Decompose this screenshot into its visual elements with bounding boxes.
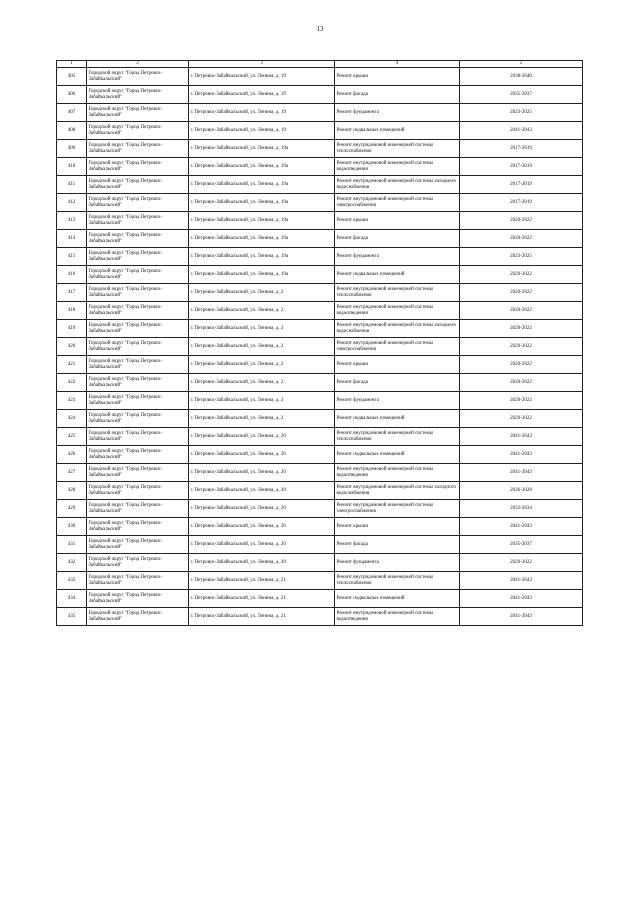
row-number: 435 (57, 608, 87, 626)
table-row (57, 482, 583, 500)
period-cell: 2041-2043 (460, 572, 583, 590)
period-cell: 2020-2022 (460, 356, 583, 374)
row-number: 409 (57, 140, 87, 158)
column-number-row (57, 61, 583, 68)
row-number: 405 (57, 68, 87, 86)
address-cell: г. Петровск-Забайкальский, ул. Ленина, д. 2 (189, 320, 335, 338)
period-cell: 2020-2022 (460, 212, 583, 230)
row-number: 413 (57, 212, 87, 230)
row-number: 428 (57, 482, 87, 500)
municipality-cell: Городской округ "Город Петровск-Забайкальский" (87, 428, 189, 446)
row-number: 420 (57, 338, 87, 356)
municipality-cell: Городской округ "Город Петровск-Забайкальский" (87, 266, 189, 284)
address-cell: г. Петровск-Забайкальский, ул. Ленина, д. 19а (189, 212, 335, 230)
period-cell: 2041-2043 (460, 122, 583, 140)
period-cell: 2020-2022 (460, 374, 583, 392)
municipality-cell: Городской округ "Город Петровск-Забайкальский" (87, 356, 189, 374)
address-cell: г. Петровск-Забайкальский, ул. Ленина, д. 2 (189, 392, 335, 410)
table-row (57, 392, 583, 410)
address-cell: г. Петровск-Забайкальский, ул. Ленина, д. 19а (189, 266, 335, 284)
table-row (57, 356, 583, 374)
municipality-cell: Городской округ "Город Петровск-Забайкальский" (87, 518, 189, 536)
table-row (57, 320, 583, 338)
work-type-cell: Ремонт крыши (335, 68, 460, 86)
work-type-cell: Ремонт подвальных помещений (335, 590, 460, 608)
table-row (57, 86, 583, 104)
municipality-cell: Городской округ "Город Петровск-Забайкальский" (87, 248, 189, 266)
work-type-cell: Ремонт фундамента (335, 248, 460, 266)
period-cell: 2020-2022 (460, 554, 583, 572)
period-cell: 2020-2022 (460, 392, 583, 410)
address-cell: г. Петровск-Забайкальский, ул. Ленина, д. 19 (189, 122, 335, 140)
work-type-cell: Ремонт крыши (335, 212, 460, 230)
address-cell: г. Петровск-Забайкальский, ул. Ленина, д. 19а (189, 194, 335, 212)
work-type-cell: Ремонт внутридомовой инженерной системы электроснабжения (335, 194, 460, 212)
municipality-cell: Городской округ "Город Петровск-Забайкальский" (87, 302, 189, 320)
work-type-cell: Ремонт внутридомовой инженерной системы теплоснабжения (335, 572, 460, 590)
row-number: 410 (57, 158, 87, 176)
address-cell: г. Петровск-Забайкальский, ул. Ленина, д. 20 (189, 446, 335, 464)
table-row (57, 500, 583, 518)
row-number: 406 (57, 86, 87, 104)
work-type-cell: Ремонт внутридомовой инженерной системы водоотведения (335, 158, 460, 176)
address-cell: г. Петровск-Забайкальский, ул. Ленина, д. 19 (189, 68, 335, 86)
table-row (57, 248, 583, 266)
address-cell: г. Петровск-Забайкальский, ул. Ленина, д. 20 (189, 428, 335, 446)
table-row (57, 446, 583, 464)
municipality-cell: Городской округ "Город Петровск-Забайкальский" (87, 86, 189, 104)
address-cell: г. Петровск-Забайкальский, ул. Ленина, д. 19а (189, 140, 335, 158)
table-row (57, 140, 583, 158)
table-row (57, 176, 583, 194)
repair-schedule-table (56, 60, 583, 626)
address-cell: г. Петровск-Забайкальский, ул. Ленина, д. 19 (189, 104, 335, 122)
table-row (57, 410, 583, 428)
work-type-cell: Ремонт внутридомовой инженерной системы холодного водоснабжения (335, 176, 460, 194)
municipality-cell: Городской округ "Город Петровск-Забайкальский" (87, 572, 189, 590)
table-row (57, 212, 583, 230)
period-cell: 2041-2043 (460, 446, 583, 464)
row-number: 411 (57, 176, 87, 194)
period-cell: 2017-2019 (460, 194, 583, 212)
table-row (57, 194, 583, 212)
row-number: 430 (57, 518, 87, 536)
period-cell: 2026-2028 (460, 482, 583, 500)
municipality-cell: Городской округ "Город Петровск-Забайкальский" (87, 320, 189, 338)
municipality-cell: Городской округ "Город Петровск-Забайкальский" (87, 536, 189, 554)
table-row (57, 536, 583, 554)
address-cell: г. Петровск-Забайкальский, ул. Ленина, д. 20 (189, 518, 335, 536)
municipality-cell: Городской округ "Город Петровск-Забайкальский" (87, 284, 189, 302)
row-number: 433 (57, 572, 87, 590)
row-number: 416 (57, 266, 87, 284)
work-type-cell: Ремонт внутридомовой инженерной системы электроснабжения (335, 500, 460, 518)
row-number: 417 (57, 284, 87, 302)
period-cell: 2017-2019 (460, 140, 583, 158)
work-type-cell: Ремонт внутридомовой инженерной системы теплоснабжения (335, 140, 460, 158)
address-cell: г. Петровск-Забайкальский, ул. Ленина, д. 2 (189, 302, 335, 320)
work-type-cell: Ремонт фундамента (335, 392, 460, 410)
work-type-cell: Ремонт внутридомовой инженерной системы электроснабжения (335, 338, 460, 356)
municipality-cell: Городской округ "Город Петровск-Забайкальский" (87, 590, 189, 608)
work-type-cell: Ремонт фасада (335, 86, 460, 104)
row-number: 427 (57, 464, 87, 482)
municipality-cell: Городской округ "Город Петровск-Забайкальский" (87, 104, 189, 122)
table-row (57, 554, 583, 572)
municipality-cell: Городской округ "Город Петровск-Забайкальский" (87, 338, 189, 356)
table-row (57, 302, 583, 320)
row-number: 423 (57, 392, 87, 410)
table-row (57, 464, 583, 482)
table-row (57, 572, 583, 590)
work-type-cell: Ремонт фасада (335, 536, 460, 554)
period-cell: 2041-2043 (460, 518, 583, 536)
period-cell: 2017-2019 (460, 176, 583, 194)
address-cell: г. Петровск-Забайкальский, ул. Ленина, д. 2 (189, 284, 335, 302)
row-number: 407 (57, 104, 87, 122)
row-number: 425 (57, 428, 87, 446)
column-header: 5 (460, 61, 583, 68)
period-cell: 2041-2043 (460, 608, 583, 626)
address-cell: г. Петровск-Забайкальский, ул. Ленина, д. 20 (189, 464, 335, 482)
municipality-cell: Городской округ "Город Петровск-Забайкальский" (87, 482, 189, 500)
table-row (57, 338, 583, 356)
address-cell: г. Петровск-Забайкальский, ул. Ленина, д. 19а (189, 176, 335, 194)
row-number: 415 (57, 248, 87, 266)
row-number: 422 (57, 374, 87, 392)
row-number: 419 (57, 320, 87, 338)
period-cell: 2020-2022 (460, 320, 583, 338)
page-number: 13 (316, 25, 324, 33)
table-row (57, 230, 583, 248)
period-cell: 2020-2022 (460, 230, 583, 248)
row-number: 418 (57, 302, 87, 320)
address-cell: г. Петровск-Забайкальский, ул. Ленина, д. 19 (189, 86, 335, 104)
address-cell: г. Петровск-Забайкальский, ул. Ленина, д. 20 (189, 536, 335, 554)
row-number: 412 (57, 194, 87, 212)
municipality-cell: Городской округ "Город Петровск-Забайкальский" (87, 194, 189, 212)
work-type-cell: Ремонт подвальных помещений (335, 266, 460, 284)
period-cell: 2020-2022 (460, 284, 583, 302)
address-cell: г. Петровск-Забайкальский, ул. Ленина, д. 2 (189, 374, 335, 392)
table-row (57, 284, 583, 302)
municipality-cell: Городской округ "Город Петровск-Забайкальский" (87, 464, 189, 482)
table-row (57, 374, 583, 392)
address-cell: г. Петровск-Забайкальский, ул. Ленина, д. 19а (189, 248, 335, 266)
table-row (57, 266, 583, 284)
table-row (57, 608, 583, 626)
period-cell: 2020-2022 (460, 302, 583, 320)
address-cell: г. Петровск-Забайкальский, ул. Ленина, д. 2 (189, 356, 335, 374)
row-number: 414 (57, 230, 87, 248)
address-cell: г. Петровск-Забайкальский, ул. Ленина, д. 21 (189, 590, 335, 608)
work-type-cell: Ремонт подвальных помещений (335, 122, 460, 140)
municipality-cell: Городской округ "Город Петровск-Забайкальский" (87, 446, 189, 464)
period-cell: 2020-2022 (460, 338, 583, 356)
row-number: 431 (57, 536, 87, 554)
work-type-cell: Ремонт подвальных помещений (335, 446, 460, 464)
address-cell: г. Петровск-Забайкальский, ул. Ленина, д. 20 (189, 482, 335, 500)
municipality-cell: Городской округ "Город Петровск-Забайкальский" (87, 176, 189, 194)
work-type-cell: Ремонт фундамента (335, 554, 460, 572)
municipality-cell: Городской округ "Город Петровск-Забайкальский" (87, 140, 189, 158)
municipality-cell: Городской округ "Город Петровск-Забайкальский" (87, 212, 189, 230)
municipality-cell: Городской округ "Город Петровск-Забайкальский" (87, 392, 189, 410)
work-type-cell: Ремонт внутридомовой инженерной системы водоотведения (335, 302, 460, 320)
address-cell: г. Петровск-Забайкальский, ул. Ленина, д. 20 (189, 554, 335, 572)
column-header: 3 (189, 61, 335, 68)
work-type-cell: Ремонт внутридомовой инженерной системы теплоснабжения (335, 428, 460, 446)
address-cell: г. Петровск-Забайкальский, ул. Ленина, д. 2 (189, 338, 335, 356)
address-cell: г. Петровск-Забайкальский, ул. Ленина, д. 2 (189, 410, 335, 428)
period-cell: 2035-2037 (460, 86, 583, 104)
period-cell: 2017-2019 (460, 158, 583, 176)
address-cell: г. Петровск-Забайкальский, ул. Ленина, д. 19а (189, 158, 335, 176)
work-type-cell: Ремонт крыши (335, 518, 460, 536)
table-row (57, 122, 583, 140)
address-cell: г. Петровск-Забайкальский, ул. Ленина, д. 19а (189, 230, 335, 248)
municipality-cell: Городской округ "Город Петровск-Забайкальский" (87, 608, 189, 626)
period-cell: 2041-2043 (460, 590, 583, 608)
work-type-cell: Ремонт фасада (335, 374, 460, 392)
column-header: 2 (87, 61, 189, 68)
work-type-cell: Ремонт внутридомовой инженерной системы холодного водоснабжения (335, 320, 460, 338)
table-row (57, 158, 583, 176)
row-number: 424 (57, 410, 87, 428)
column-header: 1 (57, 61, 87, 68)
row-number: 426 (57, 446, 87, 464)
period-cell: 2041-2043 (460, 428, 583, 446)
table-row (57, 68, 583, 86)
work-type-cell: Ремонт внутридомовой инженерной системы водоотведения (335, 464, 460, 482)
table-body (57, 68, 583, 626)
work-type-cell: Ремонт внутридомовой инженерной системы теплоснабжения (335, 284, 460, 302)
address-cell: г. Петровск-Забайкальский, ул. Ленина, д. 21 (189, 572, 335, 590)
row-number: 408 (57, 122, 87, 140)
row-number: 434 (57, 590, 87, 608)
table-row (57, 104, 583, 122)
row-number: 432 (57, 554, 87, 572)
period-cell: 2023-2025 (460, 104, 583, 122)
period-cell: 2020-2022 (460, 266, 583, 284)
address-cell: г. Петровск-Забайкальский, ул. Ленина, д. 20 (189, 500, 335, 518)
municipality-cell: Городской округ "Город Петровск-Забайкальский" (87, 410, 189, 428)
municipality-cell: Городской округ "Город Петровск-Забайкальский" (87, 500, 189, 518)
address-cell: г. Петровск-Забайкальский, ул. Ленина, д. 21 (189, 608, 335, 626)
period-cell: 2020-2022 (460, 410, 583, 428)
row-number: 429 (57, 500, 87, 518)
period-cell: 2032-2034 (460, 500, 583, 518)
work-type-cell: Ремонт фасада (335, 230, 460, 248)
work-type-cell: Ремонт фундамента (335, 104, 460, 122)
period-cell: 2038-2040 (460, 68, 583, 86)
table-row (57, 428, 583, 446)
table-row (57, 518, 583, 536)
work-type-cell: Ремонт крыши (335, 356, 460, 374)
work-type-cell: Ремонт подвальных помещений (335, 410, 460, 428)
period-cell: 2035-2037 (460, 536, 583, 554)
municipality-cell: Городской округ "Город Петровск-Забайкальский" (87, 230, 189, 248)
period-cell: 2023-2025 (460, 248, 583, 266)
work-type-cell: Ремонт внутридомовой инженерной системы холодного водоснабжения (335, 482, 460, 500)
municipality-cell: Городской округ "Город Петровск-Забайкальский" (87, 122, 189, 140)
work-type-cell: Ремонт внутридомовой инженерной системы водоотведения (335, 608, 460, 626)
period-cell: 2041-2043 (460, 464, 583, 482)
municipality-cell: Городской округ "Город Петровск-Забайкальский" (87, 554, 189, 572)
row-number: 421 (57, 356, 87, 374)
municipality-cell: Городской округ "Город Петровск-Забайкальский" (87, 158, 189, 176)
table-row (57, 590, 583, 608)
municipality-cell: Городской округ "Город Петровск-Забайкальский" (87, 68, 189, 86)
municipality-cell: Городской округ "Город Петровск-Забайкальский" (87, 374, 189, 392)
column-header: 4 (335, 61, 460, 68)
